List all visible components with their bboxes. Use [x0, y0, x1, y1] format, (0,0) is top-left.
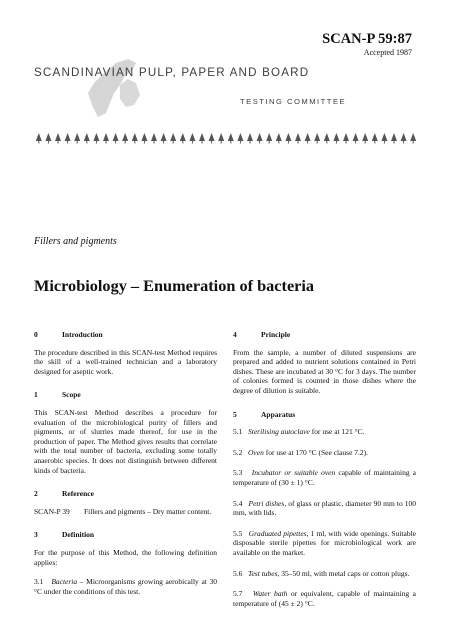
apparatus-item	[233, 448, 416, 458]
item-text: , 35–50 ml, with metal caps or cotton plugs.	[277, 568, 410, 578]
item-text: for use at 170 °C (See clause 7.2).	[263, 447, 369, 457]
item-term: Graduated pipettes	[248, 528, 307, 538]
section-text: The procedure described in this SCAN-test Method requires the skill of a well-trained technician and a laboratory designed for aseptic work.	[34, 347, 217, 376]
tree-icon	[295, 133, 301, 144]
tree-icon	[180, 133, 186, 144]
tree-icon	[151, 133, 157, 144]
tree-icon	[103, 133, 109, 144]
document-subject: Fillers and pigments	[34, 236, 117, 247]
tree-icon	[353, 133, 359, 144]
document-title: Microbiology – Enumeration of bacteria	[34, 276, 315, 295]
definition-item: 3.1 Bacteria – Microorganisms growing aerobically at 30 °C under the conditions of this test.	[34, 577, 218, 596]
item-number: 5.6	[233, 568, 243, 578]
tree-icon	[276, 133, 282, 144]
tree-icon	[189, 133, 195, 144]
apparatus-item	[233, 468, 416, 487]
tree-icon	[343, 133, 349, 144]
standard-id: SCAN-P 59:87	[322, 31, 412, 47]
item-term: Oven	[248, 447, 264, 457]
tree-icon	[237, 133, 243, 144]
tree-icon	[362, 133, 368, 144]
tree-icon	[372, 133, 378, 144]
section-text: This SCAN-test Method describes a procedure for evaluation of the microbiological purity of fillers and pigments, or of slurries made thereof, for use in the production of paper. The Method gives results that correlate with the total number of bacteria, excluding some totally anaerobic species. It does not distinguish between different kinds of bacteria.	[34, 407, 217, 475]
section-heading: 0 Introduction	[34, 330, 103, 339]
accepted-date: Accepted 1987	[363, 48, 412, 57]
tree-icon	[285, 133, 291, 144]
tree-icon	[314, 133, 320, 144]
section-text: From the sample, a number of diluted suspensions are prepared and added to nutrient solutions contained in Petri dishes. These are incubated at 30 °C for 3 days. The number of colonies formed is counted in those dishes where the degree of dilution is suitable.	[233, 347, 416, 395]
reference-item: SCAN-P 39 Fillers and pigments – Dry matter content.	[34, 506, 212, 516]
section-heading: 4 Principle	[233, 330, 291, 339]
section-heading: 3 Definition	[34, 530, 95, 540]
tree-icon	[199, 133, 205, 144]
item-number: 5.2	[233, 447, 243, 457]
tree-icon	[141, 133, 147, 144]
item-text: , 1 ml, with wide openings. Suitable disposable sterile pipettes for microbiological work are available on the market.	[233, 528, 416, 557]
apparatus-item	[233, 589, 416, 608]
tree-icon	[381, 133, 387, 144]
left-column	[34, 330, 217, 596]
tree-icon	[218, 133, 224, 144]
item-number: 5.1	[233, 427, 243, 437]
tree-icon	[209, 133, 215, 144]
org-name: SCANDINAVIAN PULP, PAPER AND BOARD	[34, 66, 310, 79]
tree-icon	[401, 133, 407, 144]
item-term: Sterilising autoclave	[248, 427, 310, 437]
section-heading: 5 Apparatus	[233, 409, 296, 419]
item-term: Incubator or suitable oven	[251, 468, 336, 478]
tree-icon	[410, 133, 416, 144]
tree-icon	[93, 133, 99, 144]
tree-icon	[305, 133, 311, 144]
item-text: capable of maintaining a temperature of (30 ± 1) °C.	[233, 468, 417, 487]
tree-icon	[257, 133, 263, 144]
section-heading: 2 Reference	[34, 489, 94, 499]
right-column	[233, 330, 416, 608]
apparatus-item	[233, 499, 416, 518]
tree-icon	[247, 133, 253, 144]
org-subtitle: TESTING COMMITTEE	[240, 97, 347, 106]
item-term: Test tubes	[248, 568, 278, 578]
apparatus-item	[233, 569, 416, 579]
item-term: Petri dishes	[248, 498, 285, 508]
tree-icon	[45, 133, 51, 144]
item-text: for use at 121 °C.	[309, 427, 365, 437]
tree-row-icon	[34, 132, 418, 144]
section-text: For the purpose of this Method, the following definition applies:	[34, 547, 217, 567]
apparatus-item	[233, 529, 416, 558]
tree-icon	[161, 133, 167, 144]
tree-icon	[74, 133, 80, 144]
tree-icon	[324, 133, 330, 144]
item-number: 5.5	[233, 528, 243, 538]
item-text: , of glass or plastic, diameter 90 mm to 100 mm, with lids.	[233, 498, 417, 518]
apparatus-item	[233, 427, 416, 437]
section-heading: 1 Scope	[34, 390, 81, 400]
item-number: 5.3	[233, 468, 243, 478]
tree-icon	[65, 133, 71, 144]
item-number: 5.7	[233, 589, 243, 599]
tree-icon	[266, 133, 272, 144]
tree-icon	[170, 133, 176, 144]
tree-icon	[55, 133, 61, 144]
tree-icon	[113, 133, 119, 144]
item-text: or equivalent, capable of maintaining a temperature of (45 ± 2) °C.	[233, 589, 417, 608]
tree-icon	[391, 133, 397, 144]
apparatus-list	[233, 427, 416, 608]
tree-icon	[36, 133, 42, 144]
tree-icon	[132, 133, 138, 144]
item-term: Water bath	[252, 589, 288, 599]
tree-icon	[333, 133, 339, 144]
tree-icon	[84, 133, 90, 144]
tree-icon	[122, 133, 128, 144]
tree-icon	[228, 133, 234, 144]
item-number: 5.4	[233, 498, 243, 508]
